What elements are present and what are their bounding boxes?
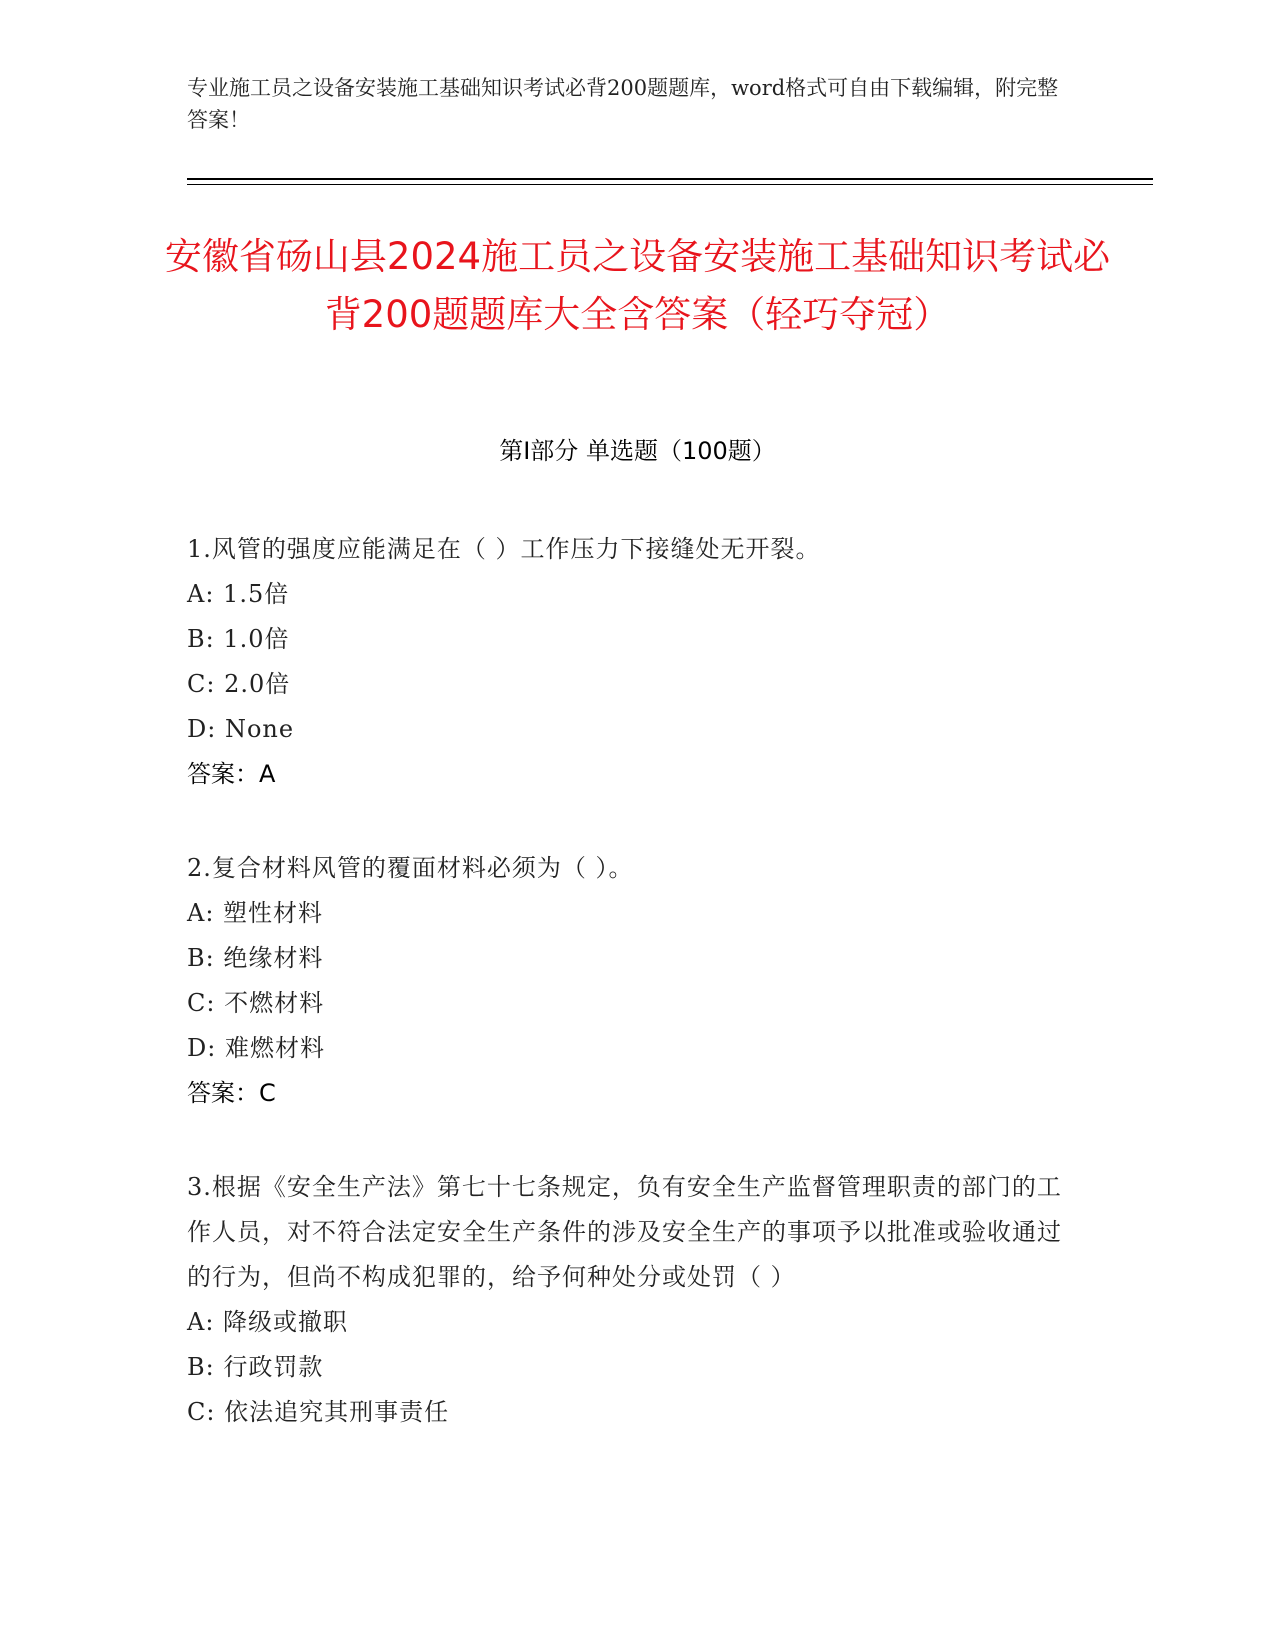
- option-b: B: 1.0倍: [187, 625, 290, 653]
- question-list: [187, 527, 1067, 1484]
- option-d: D: 难燃材料: [187, 1034, 325, 1062]
- document-title: 安徽省砀山县2024施工员之设备安装施工基础知识考试必背200题题库大全含答案（轻巧夺冠）: [164, 235, 1111, 336]
- question-3: [187, 1165, 1067, 1435]
- option-a: A: 降级或撤职: [187, 1308, 349, 1336]
- question-1: [187, 527, 1067, 797]
- option-a: A: 塑性材料: [187, 899, 324, 927]
- header-rule-thick: [187, 178, 1153, 180]
- option-c: C: 2.0倍: [187, 670, 291, 698]
- question-stem: 2.复合材料风管的覆面材料必须为（ ）。: [187, 854, 634, 882]
- option-d: D: None: [187, 715, 295, 743]
- header-rule-thin: [187, 184, 1153, 185]
- answer-line: 答案：A: [187, 760, 276, 788]
- section-heading: 第Ⅰ部分 单选题（100题）: [499, 437, 776, 465]
- option-c: C: 依法追究其刑事责任: [187, 1398, 450, 1426]
- option-a: A: 1.5倍: [187, 580, 290, 608]
- option-c: C: 不燃材料: [187, 989, 325, 1017]
- header-note: 专业施工员之设备安装施工基础知识考试必背200题题库，word格式可自由下载编辑，附完整答案！: [187, 76, 1059, 132]
- question-2: [187, 846, 1067, 1116]
- option-b: B: 绝缘材料: [187, 944, 324, 972]
- answer-line: 答案：C: [187, 1079, 276, 1107]
- question-stem: 1.风管的强度应能满足在（ ）工作压力下接缝处无开裂。: [187, 535, 821, 563]
- question-stem: 3.根据《安全生产法》第七十七条规定，负有安全生产监督管理职责的部门的工作人员，对不符合法定安全生产条件的涉及安全生产的事项予以批准或验收通过的行为，但尚不构成犯罪的，给予何种处分或处罚（ ）: [187, 1173, 1062, 1291]
- option-b: B: 行政罚款: [187, 1353, 324, 1381]
